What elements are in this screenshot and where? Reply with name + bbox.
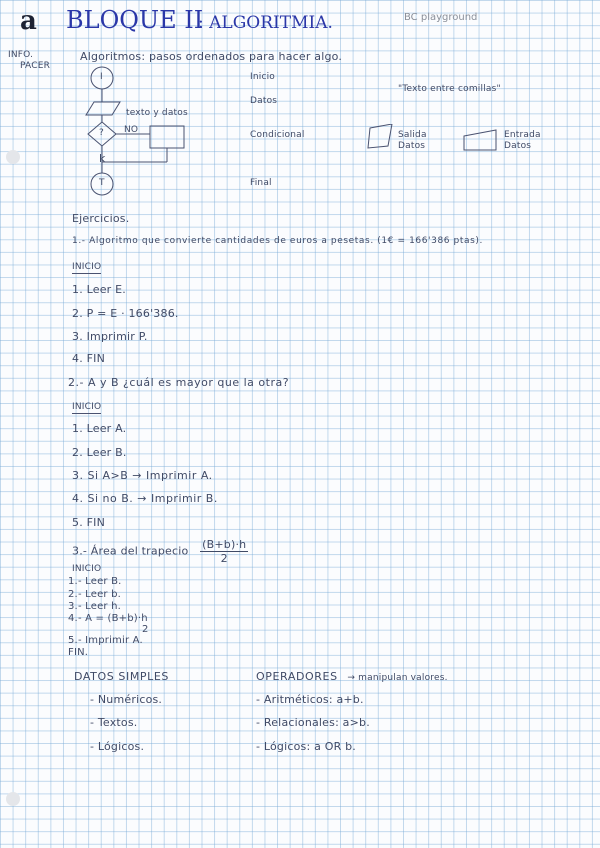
ex3-formula-den: 2 <box>220 552 228 565</box>
operadores-heading: OPERADORES <box>256 670 338 683</box>
operadores-item-1: - Aritméticos: a+b. <box>256 693 364 706</box>
flowchart-decision-no: NO <box>124 125 139 135</box>
operadores-heading-row <box>256 670 448 683</box>
ex1-inicio: INICIO <box>72 262 102 272</box>
io-parallelogram <box>86 102 120 115</box>
intro-text: Algoritmos: pasos ordenados para hacer algo. <box>80 50 343 63</box>
ex3-step-3: 3.- Leer h. <box>68 601 122 612</box>
datos-simples-item-2: - Textos. <box>90 716 138 729</box>
ex2-step-4: 4. Si no B. → Imprimir B. <box>72 492 218 505</box>
ex2-step-2: 2. Leer B. <box>72 446 127 459</box>
ex3-step-1: 1.- Leer B. <box>68 576 122 587</box>
ex1-title: 1.- Algoritmo que convierte cantidades de euros a pesetas. (1€ = 166'386 ptas). <box>72 236 483 246</box>
flowchart-end-symbol: T <box>99 178 105 188</box>
legend-texto-comillas: "Texto entre comillas" <box>398 84 501 94</box>
margin-label-info: INFO. <box>8 50 34 60</box>
legend-entrada-datos-2: Datos <box>504 141 532 151</box>
operadores-item-3: - Lógicos: a OR b. <box>256 740 356 753</box>
punch-hole-bottom <box>6 792 20 806</box>
ex2-step-5: 5. FIN <box>72 516 105 529</box>
ex1-step-4: 4. FIN <box>72 352 105 365</box>
input-data-symbol <box>460 128 500 152</box>
pencil-note: BC playground <box>404 12 478 23</box>
ex3-step-4-den: 2 <box>142 624 149 635</box>
process-box <box>150 126 184 148</box>
ejercicios-heading: Ejercicios. <box>72 212 130 225</box>
ex3-title: 3.- Área del trapecio <box>72 544 189 558</box>
punch-hole-top <box>6 150 20 164</box>
ex3-formula <box>200 538 248 565</box>
flowchart-connector-label: k <box>99 152 106 165</box>
ex2-step-3: 3. Si A>B → Imprimir A. <box>72 469 213 482</box>
ex3-step-fin: FIN. <box>68 647 89 658</box>
legend-inicio: Inicio <box>250 72 276 82</box>
flowchart-decision-symbol: ? <box>99 128 104 138</box>
page-title: BLOQUE II <box>66 6 204 34</box>
ex3-step-2: 2.- Leer b. <box>68 589 122 600</box>
ex3-step-4: 4.- A = (B+b)·h <box>68 613 148 624</box>
ex1-step-2: 2. P = E · 166'386. <box>72 307 179 320</box>
legend-salida-datos-1: Salida <box>398 130 427 140</box>
legend-datos: Datos <box>250 96 278 106</box>
datos-simples-item-3: - Lógicos. <box>90 740 145 753</box>
operadores-note: → manipulan valores. <box>347 673 448 683</box>
page-subtitle: : ALGORITMIA. <box>198 13 333 33</box>
ex1-step-1: 1. Leer E. <box>72 283 126 296</box>
ex2-step-1: 1. Leer A. <box>72 422 127 435</box>
ex1-step-3: 3. Imprimir P. <box>72 330 148 343</box>
output-data-symbol <box>366 124 396 150</box>
header-letter: a <box>20 6 37 36</box>
margin-label-pacer: PACER <box>20 61 51 71</box>
flowchart-start-symbol: I <box>100 72 103 82</box>
ex3-formula-num: (B+b)·h <box>202 538 247 551</box>
ex3-step-5: 5.- Imprimir A. <box>68 635 143 646</box>
ex3-inicio: INICIO <box>72 564 102 574</box>
flowchart-io-label: texto y datos <box>126 108 188 118</box>
ex3-title-row <box>72 538 248 565</box>
datos-simples-heading: DATOS SIMPLES <box>74 670 170 683</box>
legend-entrada-datos-1: Entrada <box>504 130 541 140</box>
ex2-title: 2.- A y B ¿cuál es mayor que la otra? <box>68 376 290 389</box>
legend-condicional: Condicional <box>250 130 305 140</box>
legend-salida-datos-2: Datos <box>398 141 426 151</box>
datos-simples-item-1: - Numéricos. <box>90 693 163 706</box>
legend-final: Final <box>250 178 272 188</box>
ex2-inicio: INICIO <box>72 402 102 412</box>
operadores-item-2: - Relacionales: a>b. <box>256 716 370 729</box>
